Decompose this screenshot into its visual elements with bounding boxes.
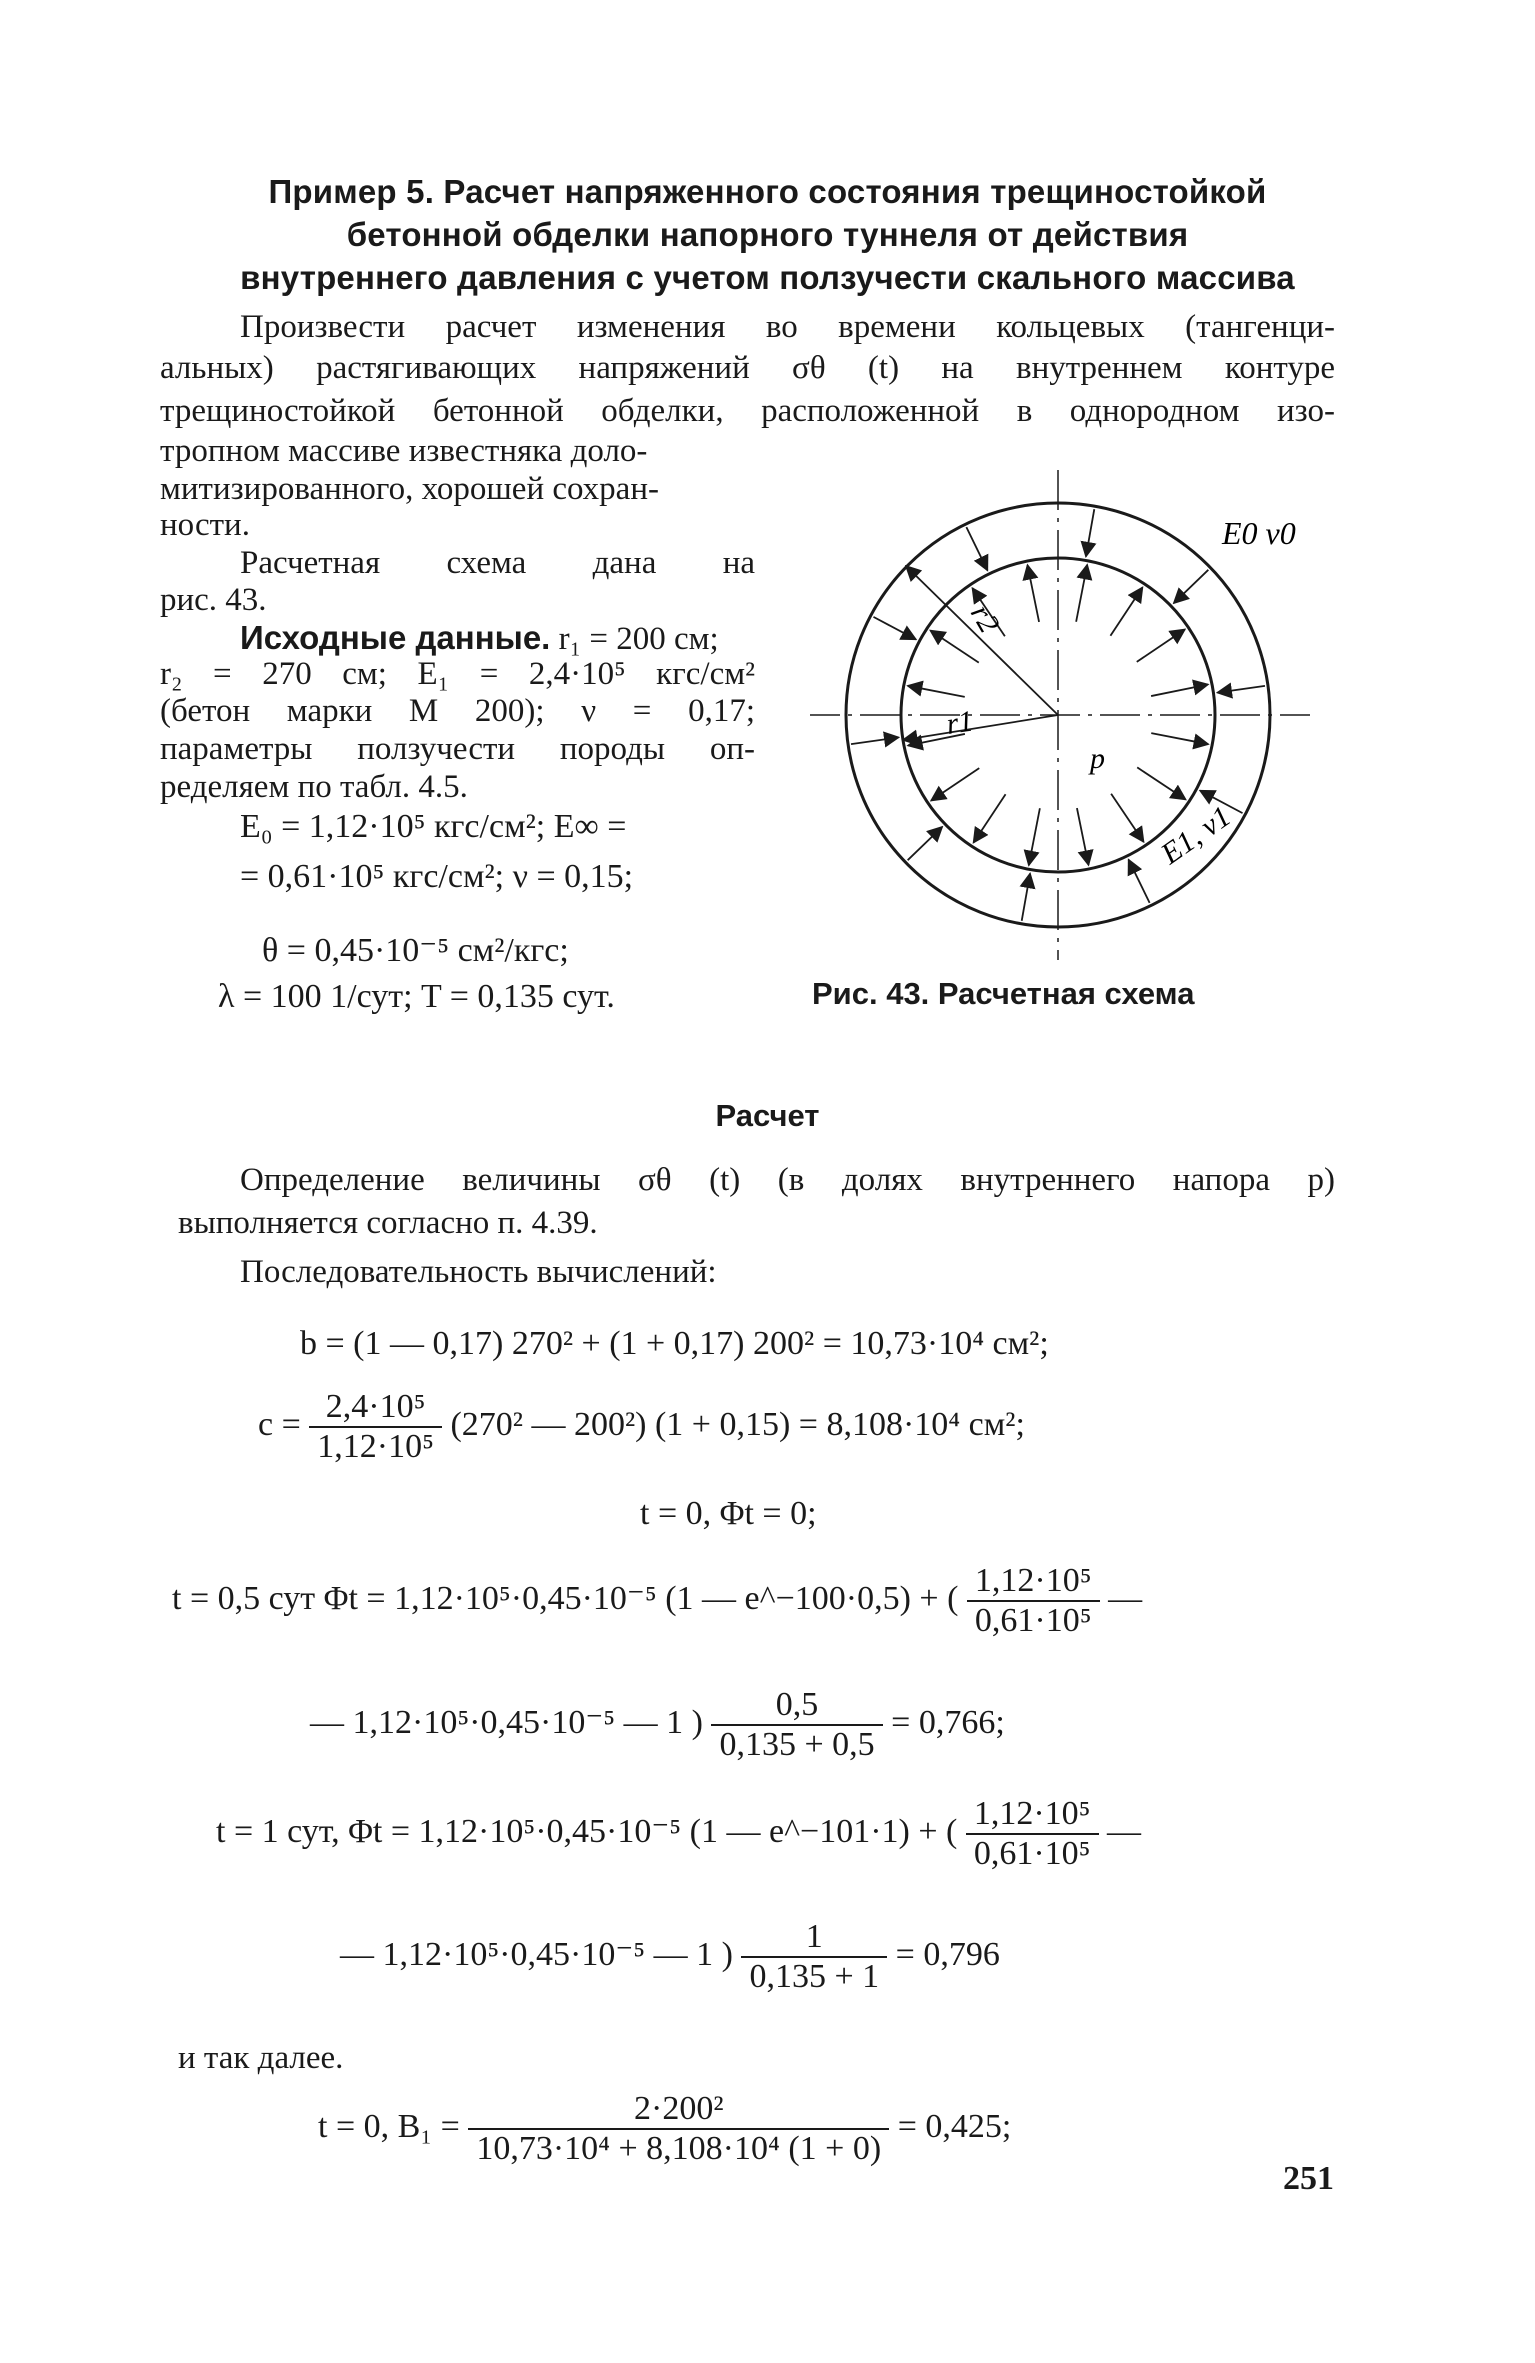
creep-eq: λ = 100 1/сут; T = 0,135 сут. [218, 978, 615, 1015]
pressure-arrow [1029, 808, 1040, 865]
ring-arrow [1174, 570, 1209, 603]
input-data-line: ределяем по табл. 4.5. [160, 769, 468, 805]
page-number: 251 [1283, 2160, 1334, 2197]
radius-r1-arrow [903, 715, 1058, 740]
fraction-numerator: 2·200² [634, 2090, 724, 2127]
fraction-denominator: 0,135 + 0,5 [711, 1724, 882, 1764]
tunnel-scheme-figure [810, 460, 1320, 970]
pressure-arrow [1027, 565, 1039, 622]
formula-part: — [1108, 1579, 1143, 1617]
formula-part: = 0,796 [895, 1935, 1000, 1973]
pressure-arrow [1111, 794, 1143, 842]
ring-arrow [851, 737, 899, 744]
title-line: бетонной обделки напорного туннеля от действия [346, 216, 1189, 253]
label-r2: r2 [963, 599, 1006, 639]
label-p: p [1090, 742, 1105, 775]
formula-fraction [468, 2090, 889, 2168]
pressure-arrow [1110, 587, 1142, 635]
input-data-line: параметры ползучести породы оп- [160, 731, 755, 767]
intro-line: ности. [160, 507, 250, 543]
ring-arrow [1022, 874, 1030, 921]
formula-part: — 1,12·10⁵·0,45·10⁻⁵ — 1 ) [340, 1935, 733, 1973]
intro-line: рис. 43. [160, 582, 267, 618]
formula-c [258, 1388, 1025, 1466]
pressure-arrow [908, 686, 965, 697]
input-data-line: (бетон марки М 200); ν = 0,17; [160, 693, 755, 729]
fraction-denominator: 10,73·10⁴ + 8,108·10⁴ (1 + 0) [468, 2128, 889, 2168]
ring-arrow [1217, 686, 1265, 693]
radius-r2-arrow [906, 566, 1058, 715]
pressure-arrow [1151, 733, 1208, 744]
intro-line: Произвести расчет изменения во времени кольцевых (тангенци- [240, 309, 1335, 345]
section-heading: Расчет [715, 1098, 820, 1133]
creep-eq: θ = 0,45·10⁻⁵ см²/кгс; [262, 932, 569, 969]
formula-part: t = 0,5 сут Φt = 1,12·10⁵·0,45·10⁻⁵ (1 — e^−100·0,5) + ( [172, 1579, 959, 1617]
fraction-numerator: 1,12·10⁵ [974, 1562, 1092, 1599]
pressure-arrow [931, 768, 979, 800]
formula-part: t = 1 сут, Φt = 1,12·10⁵·0,45·10⁻⁵ (1 — e^−101·1) + ( [216, 1812, 958, 1850]
pressure-arrow [1137, 629, 1185, 661]
pressure-arrow [1151, 684, 1208, 696]
fraction-numerator: 0,5 [775, 1686, 819, 1723]
calc-text-line: выполняется согласно п. 4.39. [178, 1205, 598, 1241]
formula-fraction [967, 1562, 1100, 1640]
fraction-denominator: 0,61·10⁵ [966, 1833, 1099, 1873]
formula-t0: t = 0, Φt = 0; [640, 1495, 817, 1532]
intro-line: митизированного, хорошей сохран- [160, 471, 659, 507]
formula-part: — 1,12·10⁵·0,45·10⁻⁵ — 1 ) [310, 1703, 703, 1741]
ring-arrow [873, 617, 915, 640]
ring-arrow [908, 827, 943, 860]
fraction-numerator: 1,12·10⁵ [973, 1795, 1091, 1832]
intro-line: тропном массиве известняка доло- [160, 433, 648, 469]
label-inner-material: E1, ν1 [1155, 799, 1237, 871]
formula-c-left: c = [258, 1405, 301, 1443]
formula-t05-line1 [172, 1562, 1142, 1640]
formula-t1-line2 [340, 1918, 1000, 1996]
fraction-numerator: 2,4·10⁵ [325, 1388, 426, 1425]
example-title [160, 170, 1375, 299]
ring-arrow [1129, 860, 1150, 903]
calc-text-line: Определение величины σθ (t) (в долях внутреннего напора p) [240, 1162, 1335, 1198]
formula-fraction [966, 1795, 1099, 1873]
input-r1: r₁ = 200 см; [558, 621, 719, 657]
pressure-arrow [930, 631, 978, 663]
title-line: Пример 5. Расчет напряженного состояния трещиностойкой [268, 173, 1267, 210]
formula-B1 [318, 2090, 1011, 2168]
pressure-arrow [1076, 565, 1087, 622]
formula-t1-line1 [216, 1795, 1141, 1873]
formula-fraction [741, 1918, 887, 1996]
formula-fraction [711, 1686, 882, 1764]
formula-part: = 0,766; [891, 1703, 1005, 1741]
intro-line: Расчетная схема дана на [240, 545, 755, 581]
ring-arrow [966, 527, 987, 570]
fraction-numerator: 1 [805, 1918, 823, 1955]
formula-part: = 0,425; [897, 2107, 1012, 2145]
fraction-denominator: 1,12·10⁵ [309, 1426, 442, 1466]
formula-c-right: (270² — 200²) (1 + 0,15) = 8,108·10⁴ см²; [450, 1405, 1025, 1443]
formula-part: t = 0, B₁ = [318, 2107, 460, 2145]
etc-text: и так далее. [178, 2040, 344, 2076]
pressure-arrow [1137, 767, 1185, 799]
pressure-arrow [974, 794, 1006, 842]
fraction-denominator: 0,61·10⁵ [967, 1600, 1100, 1640]
label-r1: r1 [944, 704, 976, 741]
creep-eq: E₀ = 1,12·10⁵ кгс/см²; E∞ = [240, 808, 627, 845]
creep-eq: = 0,61·10⁵ кгс/см²; ν = 0,15; [240, 858, 634, 895]
input-data-line: r₂ = 270 см; E₁ = 2,4·10⁵ кгс/см² [160, 656, 755, 692]
intro-line: альных) растягивающих напряжений σθ (t) на внутреннем контуре [160, 350, 1335, 386]
formula-c-fraction [309, 1388, 442, 1466]
figure-caption: Рис. 43. Расчетная схема [812, 976, 1195, 1011]
title-line: внутреннего давления с учетом ползучести скального массива [240, 259, 1295, 296]
input-data-label: Исходные данные. [240, 619, 551, 656]
formula-t05-line2 [310, 1686, 1005, 1764]
fraction-denominator: 0,135 + 1 [741, 1956, 887, 1996]
intro-line: трещиностойкой бетонной обделки, расположенной в однородном изо- [160, 393, 1335, 429]
formula-b: b = (1 — 0,17) 270² + (1 + 0,17) 200² = 10,73·10⁴ см²; [300, 1325, 1049, 1362]
ring-arrow [1086, 509, 1094, 556]
calc-text-line: Последовательность вычислений: [240, 1254, 717, 1290]
formula-part: — [1107, 1812, 1142, 1850]
label-outer-material: E0 ν0 [1222, 515, 1296, 551]
pressure-arrow [1077, 808, 1089, 865]
